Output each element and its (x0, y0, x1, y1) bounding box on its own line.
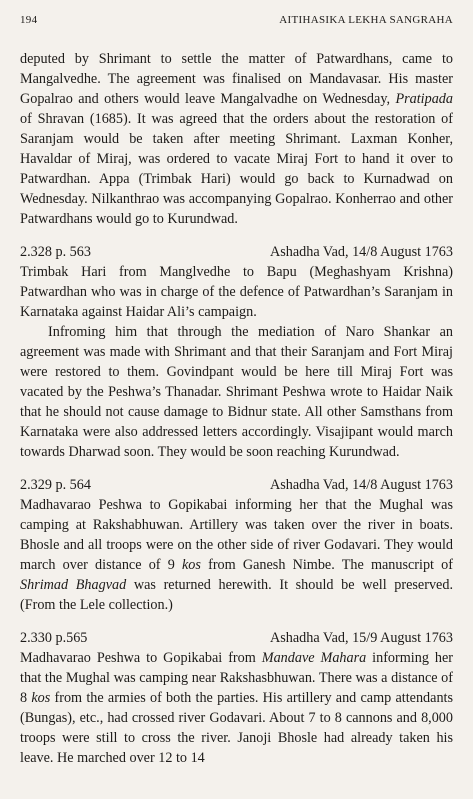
page-number: 194 (20, 14, 38, 26)
book-title-italic: Shrimad Bhagvad (20, 577, 127, 593)
pratipada-term: Pratipada (395, 91, 453, 107)
entry-paragraph: Trimbak Hari from Manglvedhe to Bapu (Meghashyam Krishna) Patwardhan who was in charge of the defence of Patwardhan’s Saranjam in Karnataka against Haidar Ali’s campaign. (20, 264, 453, 320)
entry-ref: 2.329 p. 564 (20, 477, 91, 493)
entry-date: Ashadha Vad, 15/9 August 1763 (270, 630, 453, 646)
kos-term: kos (31, 690, 51, 706)
entry-paragraph: Infroming him that through the mediation of Naro Shankar an agreement was made with Shrimant and that their Saranjam and Fort Miraj were restored to them. Govindpant would be here till Miraj Fort was vacated by the Peshwa’s Thanadar. Shrimant Peshwa wrote to Haidar Naik that he should not cause damage to Bidnur state. All other Samsthans from Karnataka were also addressed letters accordingly. Visajipant would march towards Dharwad soon. They would be soon reaching Kurundwad. (20, 324, 453, 460)
entry-heading-2-328 (20, 242, 453, 262)
intro-paragraph: deputed by Shrimant to settle the matter of Patwardhans, came to Mangalvedhe. The agreement was finalised on Mandavasar. His master Gopalrao and others would leave Mangalvadhe on Wednesday, Pratipada of Shravan (1685). It was agreed that the orders about the restoration of Saranjam would be taken after meeting Shrimant. Laxman Konher, Havaldar of Miraj, was ordered to vacate Miraj Fort to hand it over to Patwardhan. Appa (Trimbak Hari) would go back to Kurnadwad on Wednesday. Nilkanthrao was accompanying Gopalrao. Konherrao and other Patwardhans would go to Kurundwad. (20, 51, 453, 227)
entry-heading-2-329 (20, 475, 453, 495)
entry-heading-2-330 (20, 628, 453, 648)
entry-date: Ashadha Vad, 14/8 August 1763 (270, 477, 453, 493)
kos-term: kos (182, 557, 201, 573)
entry-ref: 2.328 p. 563 (20, 244, 91, 260)
entry-paragraph: Madhavarao Peshwa to Gopikabai informing her that the Mughal was camping at Rakshabhuwan. Artillery was taken over the river in boats. Bhosle and all troops were on the other side of river Godavari. They would march over distance of 9 kos from Ganesh Nimbe. The manuscript of Shrimad Bhagvad was returned herewith. It should be well preserved. (From the Lele collection.) (20, 497, 453, 613)
entry-ref: 2.330 p.565 (20, 630, 88, 646)
running-title: AITIHASIKA LEKHA SANGRAHA (279, 14, 453, 26)
page-header (20, 14, 453, 26)
entry-paragraph: Madhavarao Peshwa to Gopikabai from Mandave Mahara informing her that the Mughal was camping near Rakshasbhuwan. There was a distance of 8 kos from the armies of both the parties. His artillery and camp attendants (Bungas), etc., had crossed river Godavari. About 7 to 8 cannons and 8,000 troops were still to cross the river. Janoji Bhosle had already taken his leave. He marched over 12 to 14 (20, 650, 453, 766)
place-name-italic: Mandave Mahara (261, 650, 367, 666)
entry-date: Ashadha Vad, 14/8 August 1763 (270, 244, 453, 260)
body-text (20, 49, 453, 768)
